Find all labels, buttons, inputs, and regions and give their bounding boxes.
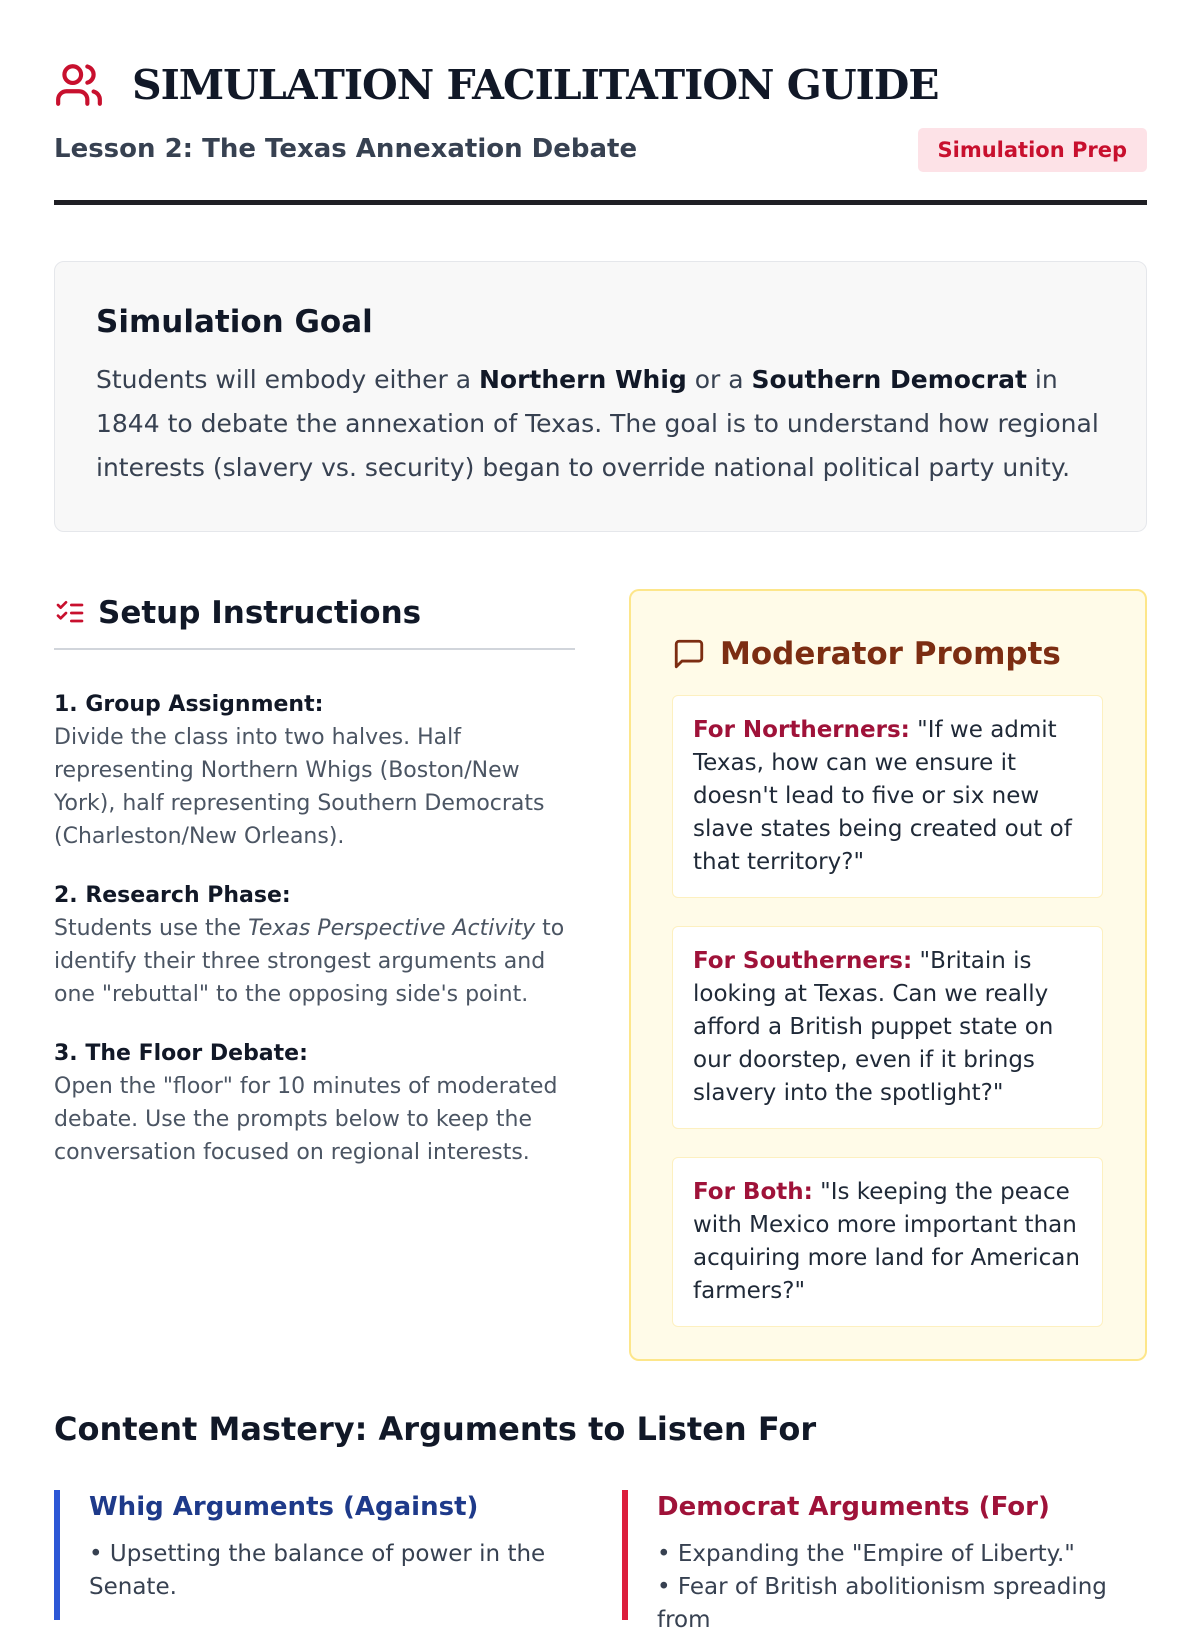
whig-arguments-column: [54, 1490, 576, 1620]
page-title: SIMULATION FACILITATION GUIDE: [132, 61, 939, 109]
subtitle-row: [54, 126, 1147, 174]
checklist-icon: [54, 597, 86, 629]
moderator-heading: Moderator Prompts: [720, 636, 1061, 672]
setup-instructions: [54, 588, 575, 1169]
setup-step-3: 3. The Floor Debate: Open the "floor" for 10 minutes of moderated debate. Use the prompts below to keep the conversation focused on regional interests.: [54, 1041, 558, 1165]
setup-heading: Setup Instructions: [98, 595, 422, 631]
content-mastery-heading: Content Mastery: Arguments to Listen For: [54, 1410, 817, 1448]
page-header: [54, 56, 1147, 164]
democrat-arguments-column: [622, 1490, 1144, 1633]
moderator-heading-row: [672, 631, 1103, 677]
whig-arguments-heading: Whig Arguments (Against): [89, 1492, 479, 1522]
moderator-prompts-card: [629, 589, 1147, 1361]
setup-step-2: 2. Research Phase: Students use the Texas Perspective Activity to identify their three strongest arguments and one "rebuttal" to the opposing side's point.: [54, 883, 565, 1007]
setup-heading-row: [54, 588, 575, 638]
setup-step-1: 1. Group Assignment: Divide the class into two halves. Half representing Northern Whigs (Boston/New York), half representing Southern Democrats (Charleston/New Orleans).: [54, 692, 545, 849]
prompt-northerners: For Northerners: "If we admit Texas, how can we ensure it doesn't lead to five or six new slave states being created out of that territory?": [672, 695, 1103, 898]
status-badge: Simulation Prep: [918, 128, 1147, 172]
chat-icon: [672, 637, 706, 671]
whig-argument-item: • Upsetting the balance of power in the Senate.: [89, 1538, 576, 1604]
title-row: [54, 56, 1147, 114]
democrat-argument-item: • Expanding the "Empire of Liberty.": [657, 1538, 1144, 1571]
users-icon: [54, 60, 104, 110]
democrat-argument-item: • Fear of British abolitionism spreading from: [657, 1571, 1144, 1637]
setup-divider: [54, 648, 575, 650]
goal-heading: Simulation Goal: [96, 304, 373, 340]
goal-text: Students will embody either a Northern Whig or a Southern Democrat in 1844 to debate the annexation of Texas. The goal is to understand how regional interests (slavery vs. security) began to override national political party unity.: [96, 365, 1099, 482]
activity-title: Texas Perspective Activity: [248, 916, 536, 941]
header-divider: [54, 200, 1147, 205]
democrat-arguments-heading: Democrat Arguments (For): [657, 1492, 1050, 1522]
prompt-southerners: For Southerners: "Britain is looking at Texas. Can we really afford a British puppet state on our doorstep, even if it brings slavery into the spotlight?": [672, 926, 1103, 1129]
simulation-goal-card: [54, 261, 1147, 532]
lesson-subtitle: Lesson 2: The Texas Annexation Debate: [54, 134, 638, 164]
prompt-both: For Both: "Is keeping the peace with Mexico more important than acquiring more land for American farmers?": [672, 1157, 1103, 1327]
